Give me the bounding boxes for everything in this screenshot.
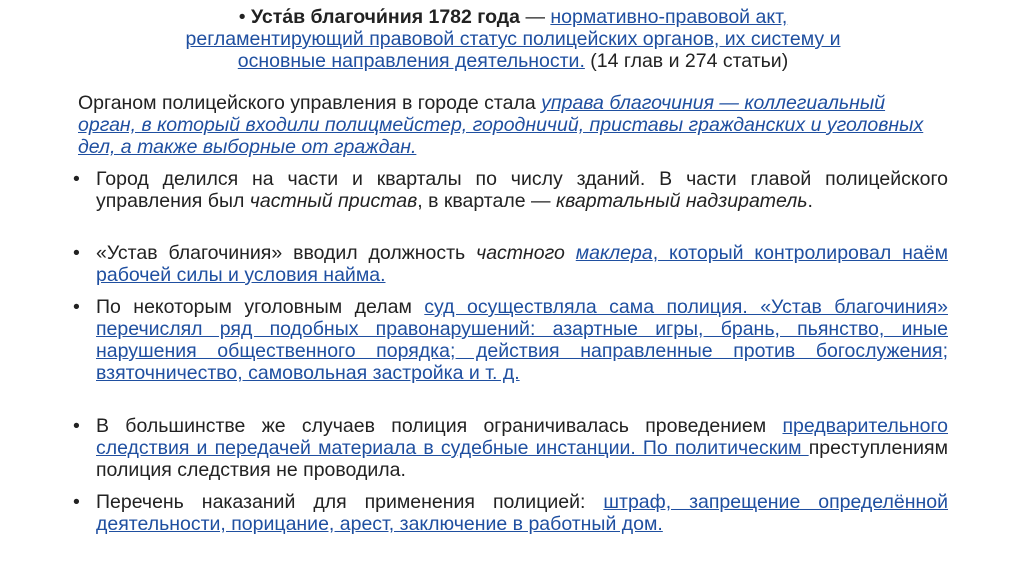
bullet: • <box>73 242 80 264</box>
p6-text-1: Перечень наказаний для применения полицией: <box>96 491 604 513</box>
bullet: • <box>73 491 80 513</box>
bullet-paragraph-court <box>73 296 948 384</box>
title-bold: Уста́в благочи́ния 1782 года <box>250 6 521 28</box>
title-dash: — <box>520 6 551 28</box>
title-line-3 <box>118 50 908 72</box>
bullet: • <box>73 168 80 190</box>
bullet-paragraph-punishments <box>73 491 949 535</box>
p5-link-1[interactable]: предварительного следствия и передачей материала в судебные инстанции. По политическим <box>96 415 948 459</box>
p1-text: Органом полицейского управления в городе стала <box>78 92 542 114</box>
p2-text-2: , в квартале — <box>417 190 556 212</box>
p3-link-1[interactable]: , который контролировал наём рабочей силы и условия найма. <box>96 242 948 286</box>
bullet-paragraph-broker <box>73 242 948 286</box>
p3-text-2 <box>565 242 576 264</box>
p5-text-1: В большинстве же случаев полиция ограничивалась проведением <box>96 415 783 437</box>
p2-italic-2: квартальный надзиратель <box>555 190 808 212</box>
p3-link-italic[interactable]: маклера <box>575 242 653 264</box>
p4-text-1: По некоторым уголовным делам <box>96 296 425 318</box>
bullet: • <box>238 6 246 28</box>
p3-italic-1: частного <box>476 242 565 264</box>
title-link-1[interactable]: нормативно-правовой акт, <box>550 6 788 28</box>
p4-link-1[interactable]: суд осуществляла сама полиция. «Устав благочиния» перечислял ряд подобных правонарушений: азартные игры, брань, пьянство, иные нарушения общественного порядка; действия направленные против богослужения; взяточничество, самовольная застройка и т. д. <box>96 296 948 384</box>
title-paragraph <box>118 6 908 72</box>
p2-text-1: Город делился на части и кварталы по числу зданий. В части главой полицейского управления был <box>96 168 948 212</box>
p3-text-1: «Устав благочиния» вводил должность <box>96 242 477 264</box>
title-link-3[interactable]: основные направления деятельности. <box>237 50 585 72</box>
p5-text-2: преступлениям полиция следствия не проводила. <box>96 437 948 481</box>
title-line-2 <box>118 28 908 50</box>
title-tail: (14 глав и 274 статьи) <box>584 50 789 72</box>
p2-italic-1: частный пристав <box>249 190 418 212</box>
p2-text-3: . <box>807 190 813 212</box>
paragraph-police-administration <box>78 92 948 158</box>
title-line-1 <box>118 6 908 28</box>
bullet-paragraph-city-division <box>73 168 948 212</box>
title-link-2[interactable]: регламентирующий правовой статус полицейских органов, их систему и <box>185 28 841 50</box>
bullet: • <box>73 415 80 437</box>
bullet-paragraph-investigation <box>73 415 948 481</box>
p6-link-1[interactable]: штраф, запрещение определённой деятельности, порицание, арест, заключение в работный дом. <box>96 491 949 535</box>
bullet: • <box>73 296 80 318</box>
p1-link[interactable]: управа благочиния — коллегиальный орган, в который входили полицмейстер, городничий, приставы гражданских и уголовных дел, а также выборные от граждан. <box>78 92 924 158</box>
